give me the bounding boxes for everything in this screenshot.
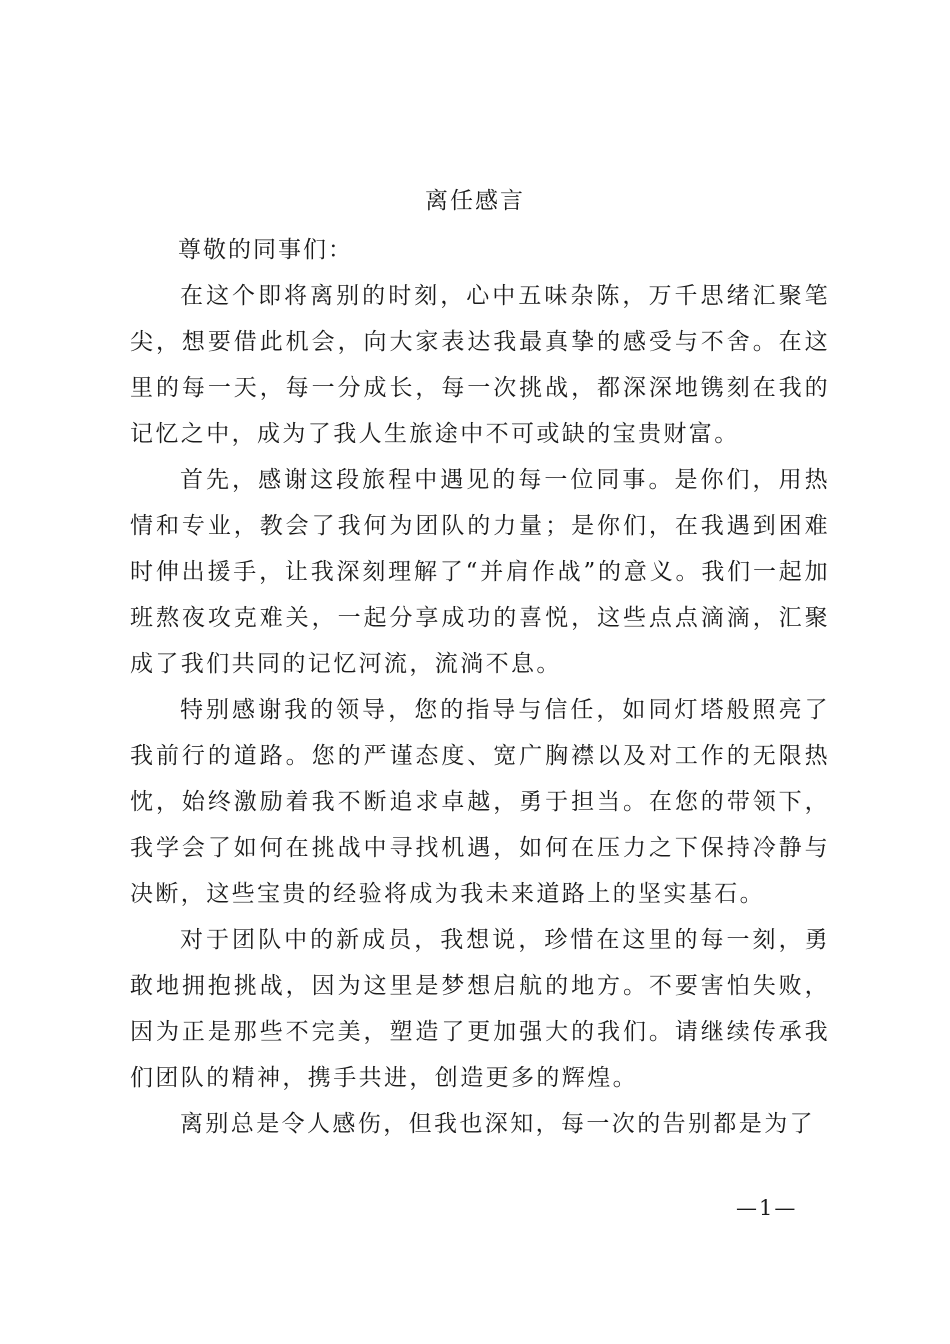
salutation: 尊敬的同事们：	[178, 237, 353, 263]
page-number: —1—	[736, 1196, 798, 1220]
document-body	[130, 227, 830, 1147]
paragraph-2: 首先，感谢这段旅程中遇见的每一位同事。是你们，用热情和专业，教会了我何为团队的力量；是你们，在我遇到困难时伸出援手，让我深刻理解了“并肩作战”的意义。我们一起加班熬夜攻克难关，一起分享成功的喜悦，这些点点滴滴，汇聚成了我们共同的记忆河流，流淌不息。	[130, 467, 830, 677]
paragraph-1: 在这个即将离别的时刻，心中五味杂陈，万千思绪汇聚笔尖，想要借此机会，向大家表达我最真挚的感受与不舍。在这里的每一天，每一分成长，每一次挑战，都深深地镌刻在我的记忆之中，成为了我人生旅途中不可或缺的宝贵财富。	[130, 283, 830, 447]
document-title: 离任感言	[425, 188, 525, 214]
paragraph-3: 特别感谢我的领导，您的指导与信任，如同灯塔般照亮了我前行的道路。您的严谨态度、宽广胸襟以及对工作的无限热忱，始终激励着我不断追求卓越，勇于担当。在您的带领下，我学会了如何在挑战中寻找机遇，如何在压力之下保持冷静与决断，这些宝贵的经验将成为我未来道路上的坚实基石。	[130, 697, 830, 907]
paragraph-5: 离别总是令人感伤，但我也深知，每一次的告别都是为了	[180, 1111, 815, 1137]
paragraph-4: 对于团队中的新成员，我想说，珍惜在这里的每一刻，勇敢地拥抱挑战，因为这里是梦想启航的地方。不要害怕失败，因为正是那些不完美，塑造了更加强大的我们。请继续传承我们团队的精神，携手共进，创造更多的辉煌。	[130, 927, 830, 1091]
